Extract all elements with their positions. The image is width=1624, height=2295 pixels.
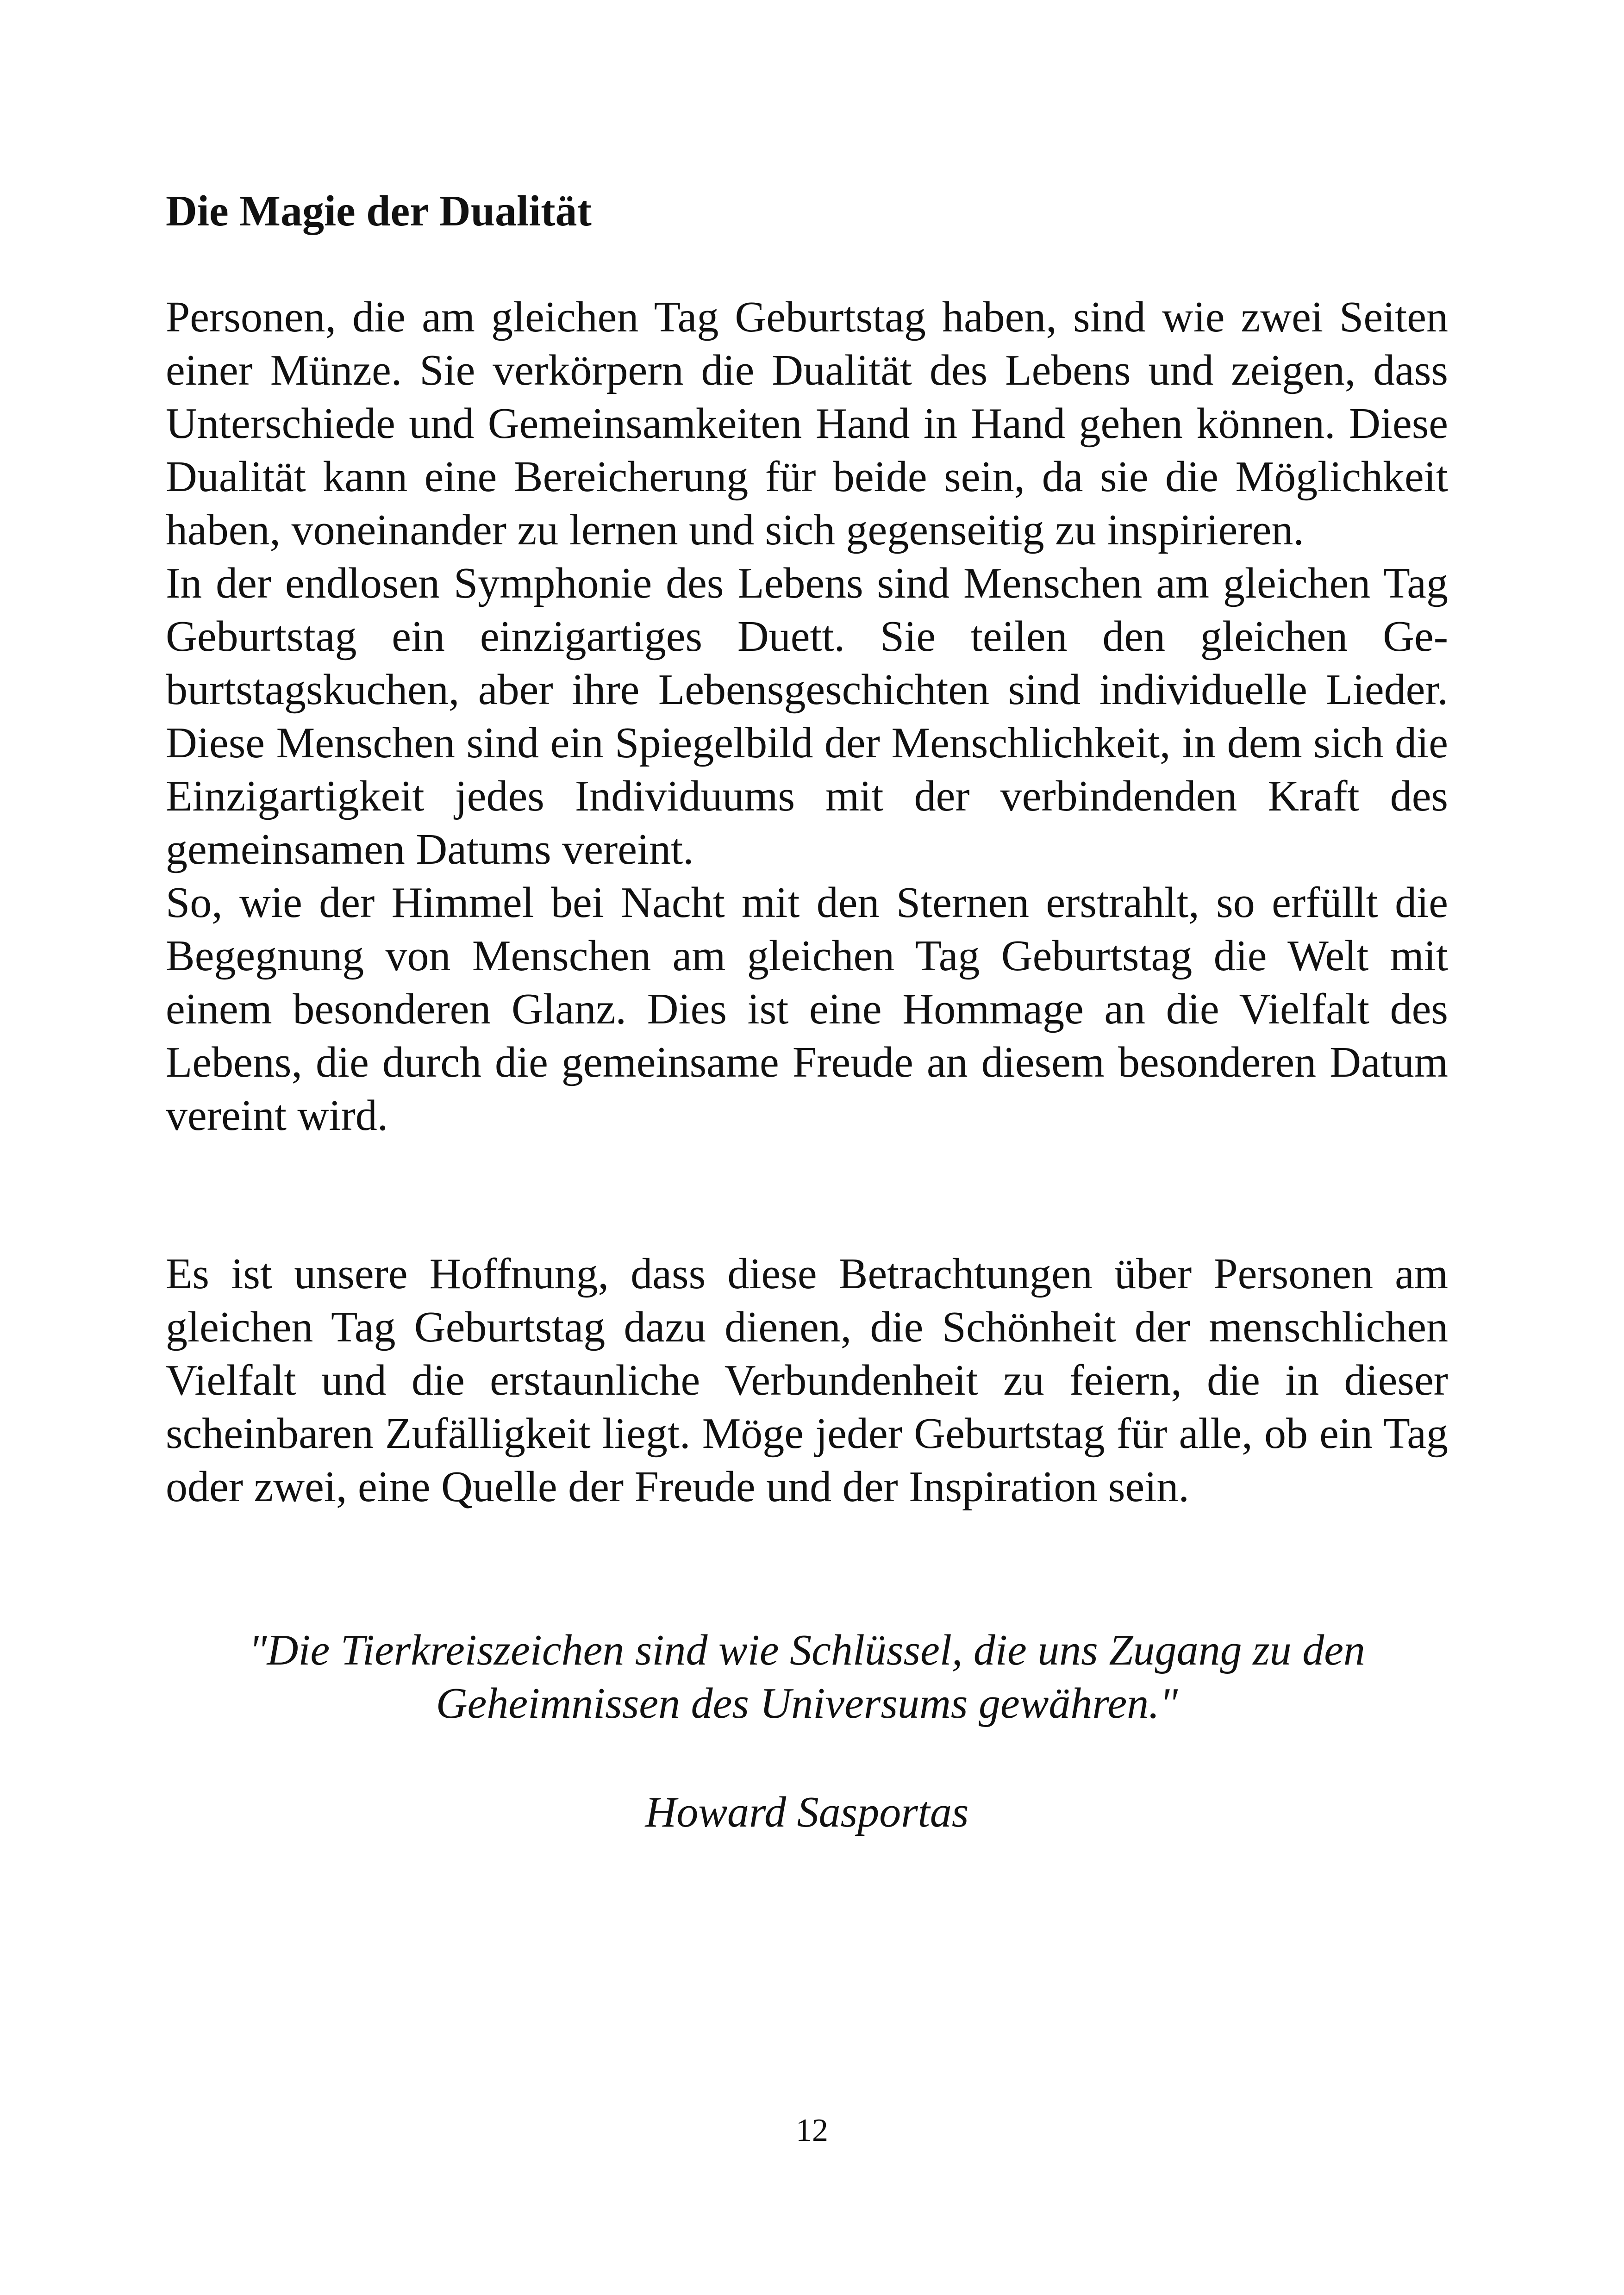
paragraph: Personen, die am gleichen Tag Geburtstag haben, sind wie zwei Seiten einer Münze. Sie verkörpern die Dualität des Lebens und zeigen, dass Unterschiede und Gemeinsamkeiten Hand in Hand gehen können. Diese Dualität kann eine Bereicherung für beide sein, da sie die Möglichkeit haben, voneinander zu lernen und sich gegenseitig zu inspirieren. bbox=[166, 293, 1448, 554]
paragraph: So, wie der Himmel bei Nacht mit den Sternen erstrahlt, so erfüllt die Begegnung von Menschen am gleichen Tag Geburtstag die Welt mit einem besonderen Glanz. Dies ist eine Hommage an die Vielfalt des Lebens, die durch die gemeinsame Freude an diesem besonderen Datum vereint wird. bbox=[166, 879, 1448, 1140]
paragraph: Es ist unsere Hoffnung, dass diese Betrachtungen über Personen am gleichen Tag Geburtstag dazu dienen, die Schönheit der menschlichen Vielfalt und die erstaunliche Verbundenheit zu feiern, die in dieser scheinbaren Zufälligkeit liegt. Möge jeder Geburtstag für alle, ob ein Tag oder zwei, eine Quelle der Freude und der Inspiration sein. bbox=[166, 1250, 1448, 1511]
quote-line: Geheimnissen des Universums gewähren." bbox=[436, 1679, 1178, 1727]
quote-author: Howard Sasportas bbox=[645, 1788, 969, 1836]
quote-line: "Die Tierkreiszeichen sind wie Schlüssel, die uns Zugang zu den bbox=[249, 1626, 1365, 1674]
body-section-2 bbox=[166, 1247, 1448, 1514]
section-heading: Die Magie der Dualität bbox=[166, 187, 592, 235]
page-number: 12 bbox=[796, 2113, 828, 2148]
body-section-1 bbox=[166, 291, 1448, 1142]
epigraph-quote bbox=[166, 1624, 1448, 1730]
paragraph: In der endlosen Symphonie des Lebens sind Menschen am gleichen Tag Geburtstag ein einzigartiges Duett. Sie teilen den gleichen Geburtstagskuchen, aber ihre Lebensgeschichten sind individuelle Lieder. Diese Menschen sind ein Spiegelbild der Menschlichkeit, in dem sich die Einzigartigkeit jedes Individuums mit der verbindenden Kraft des gemeinsamen Datums vereint. bbox=[166, 559, 1448, 873]
